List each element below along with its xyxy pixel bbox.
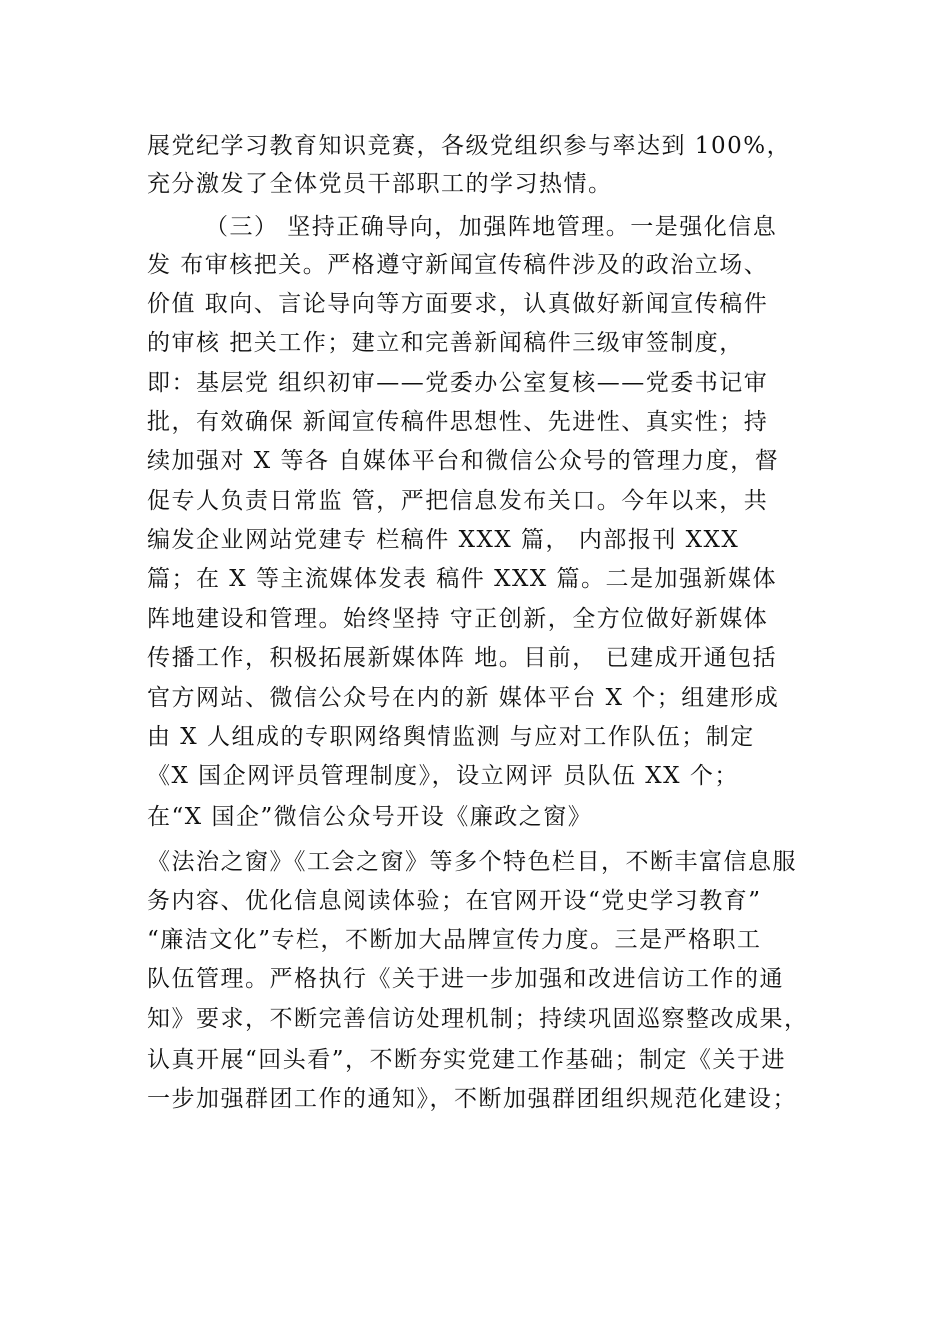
text-line-22: 队伍管理。严格执行《关于进一步加强和改进信访工作的通	[147, 966, 784, 992]
text-line-24: 认真开展“回头看”，不断夯实党建工作基础；制定《关于进	[147, 1047, 787, 1073]
text-line-20: 务内容、优化信息阅读体验；在官网开设“党史学习教育”	[147, 888, 762, 914]
text-line-25: 一步加强群团工作的通知》，不断加强群团组织规范化建设；	[147, 1086, 797, 1112]
text-line-23: 知》要求，不断完善信访处理机制；持续巩固巡察整改成果，	[147, 1006, 809, 1032]
text-line-15: 官方网站、微信公众号在内的新 媒体平台 X 个；组建形成	[147, 685, 780, 711]
text-line-14: 传播工作，积极拓展新媒体阵 地。目前， 已建成开通包括	[147, 645, 778, 671]
text-line-8: 批，有效确保 新闻宣传稿件思想性、先进性、真实性；持	[147, 409, 769, 435]
text-line-5: 价值 取向、言论导向等方面要求，认真做好新闻宣传稿件	[147, 291, 769, 317]
text-line-2: 充分激发了全体党员干部职工的学习热情。	[147, 171, 613, 197]
text-line-19: 《法治之窗》《工会之窗》等多个特色栏目，不断丰富信息服	[147, 849, 797, 875]
text-line-10: 促专人负责日常监 管，严把信息发布关口。今年以来，共	[147, 488, 769, 514]
section-heading-line: （三） 坚持正确导向，加强阵地管理。一是强化信息	[205, 214, 778, 240]
text-line-17: 《X 国企网评员管理制度》，设立网评 员队伍 XX 个；	[147, 763, 739, 789]
text-line-1: 展党纪学习教育知识竞赛，各级党组织参与率达到 100%，	[147, 133, 792, 159]
text-line-18: 在“X 国企”微信公众号开设《廉政之窗》	[147, 804, 593, 830]
text-line-7: 即：基层党 组织初审——党委办公室复核——党委书记审	[147, 370, 769, 396]
text-line-16: 由 X 人组成的专职网络舆情监测 与应对工作队伍；制定	[147, 724, 755, 750]
text-line-9: 续加强对 X 等各 自媒体平台和微信公众号的管理力度，督	[147, 448, 780, 474]
text-line-4: 发 布审核把关。严格遵守新闻宣传稿件涉及的政治立场、	[147, 252, 769, 278]
text-line-12: 篇；在 X 等主流媒体发表 稿件 XXX 篇。二是加强新媒体	[147, 566, 778, 592]
text-line-11: 编发企业网站党建专 栏稿件 XXX 篇， 内部报刊 XXX	[147, 527, 740, 553]
text-line-13: 阵地建设和管理。始终坚持 守正创新，全方位做好新媒体	[147, 606, 769, 632]
text-line-6: 的审核 把关工作；建立和完善新闻稿件三级审签制度，	[147, 330, 744, 356]
text-line-21: “廉洁文化”专栏，不断加大品牌宣传力度。三是严格职工	[147, 927, 762, 953]
